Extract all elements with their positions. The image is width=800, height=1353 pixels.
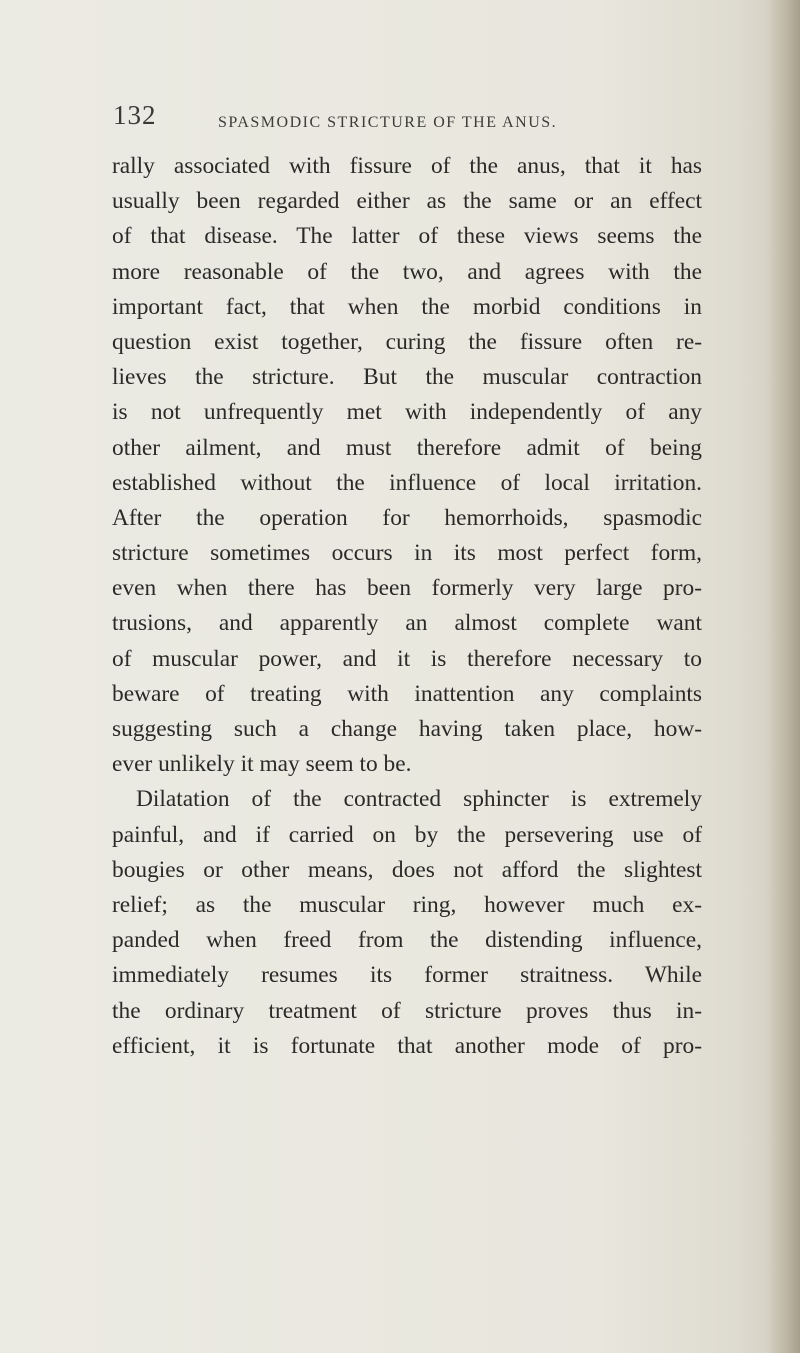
text-line: relief; as the muscular ring, however much ex- [112,891,702,918]
text-line: other ailment, and must therefore admit of being [112,434,702,461]
text-line: is not unfrequently met with independently of any [112,399,702,426]
text-line: more reasonable of the two, and agrees with the [112,258,702,285]
text-line: of that disease. The latter of these views seems the [112,223,702,250]
text-line: rally associated with fissure of the anus, that it has [112,153,702,179]
text-line: beware of treating with inattention any complaints [112,680,702,707]
text-line: of muscular power, and it is therefore necessary to [112,645,702,672]
body-text [112,149,702,1064]
text-line: important fact, that when the morbid conditions in [112,293,702,320]
page-edge-shadow [766,0,800,1353]
text-line: the ordinary treatment of stricture proves thus in- [112,997,702,1024]
text-line: painful, and if carried on by the persevering use of [112,821,702,848]
text-line: stricture sometimes occurs in its most perfect form, [112,540,702,567]
text-line: even when there has been formerly very large pro- [112,575,702,602]
text-line: After the operation for hemorrhoids, spasmodic [112,504,702,531]
running-head: SPASMODIC STRICTURE OF THE ANUS. [218,114,558,131]
page-number: 132 [113,100,157,130]
text-line: lieves the stricture. But the muscular contraction [112,364,702,391]
text-line: trusions, and apparently an almost complete want [112,610,702,637]
text-line: suggesting such a change having taken place, how- [112,716,702,742]
text-line-paragraph-end: ever unlikely it may seem to be. [112,751,412,778]
text-line-paragraph-start: Dilatation of the contracted sphincter is extremely [136,786,702,813]
text-line: bougies or other means, does not afford the slightest [112,856,702,883]
text-line: immediately resumes its former straitness. While [112,962,702,989]
text-line: panded when freed from the distending influence, [112,927,702,954]
text-line: established without the influence of local irritation. [112,469,702,496]
text-line: efficient, it is fortunate that another mode of pro- [112,1032,702,1059]
text-line: question exist together, curing the fissure often re- [112,328,702,355]
text-line: usually been regarded either as the same or an effect [112,188,702,215]
